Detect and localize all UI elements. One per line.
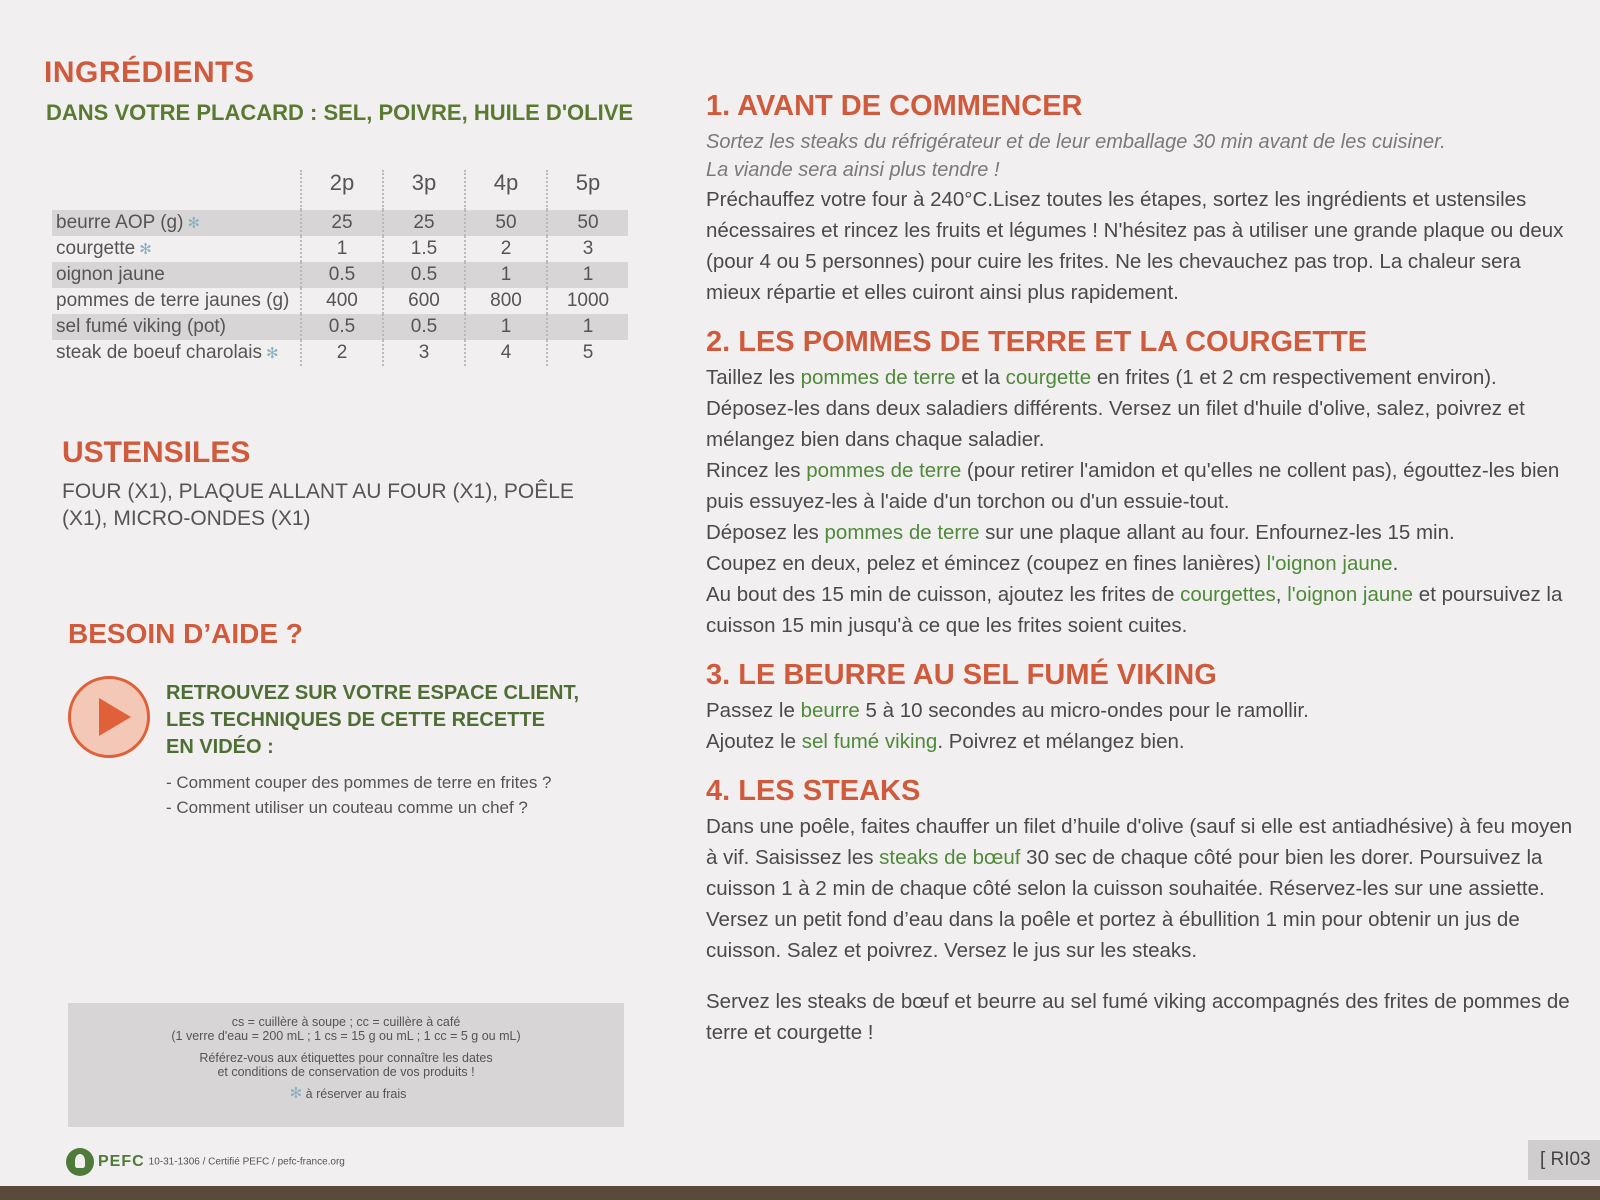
step-2-paragraph: Taillez les pommes de terre et la courgette en frites (1 et 2 cm respectivement environ). Déposez-les dans deux saladiers différents. Versez un filet d'huile d'olive, salez, poivrez et mélangez bien dans chaque saladier. — [706, 366, 1525, 451]
fresh-legend-label: à réserver au frais — [305, 1087, 407, 1101]
pefc-tree-icon — [66, 1148, 94, 1176]
ingredient-label: beurre AOP (g) — [56, 212, 184, 233]
step-2-paragraph: Rincez les pommes de terre (pour retirer l'amidon et qu'elles ne collent pas), égouttez-les bien puis essuyez-les à l'aide d'un torchon ou d'un essuie-tout. — [706, 459, 1560, 513]
table-row — [52, 262, 628, 288]
quantity-cell: 1 — [465, 314, 547, 340]
play-video-icon[interactable] — [68, 676, 150, 758]
quantity-cell: 3 — [383, 340, 465, 366]
column-header: 3p — [383, 170, 465, 210]
ingredient-name: sel fumé viking (pot) — [52, 314, 301, 340]
pefc-footer — [66, 1148, 345, 1176]
quantity-cell: 1.5 — [383, 236, 465, 262]
quantity-cell: 1000 — [547, 288, 628, 314]
help-line: LES TECHNIQUES DE CETTE RECETTE — [166, 709, 545, 731]
step-3-paragraph: Ajoutez le sel fumé viking. Poivrez et mélangez bien. — [706, 730, 1185, 753]
ingredient-name: oignon jaune — [52, 262, 301, 288]
help-video-list — [166, 770, 552, 820]
snowflake-icon: ✻ — [139, 241, 152, 258]
quantity-cell: 800 — [465, 288, 547, 314]
ustensiles-list: FOUR (X1), PLAQUE ALLANT AU FOUR (X1), POÊLE (X1), MICRO-ONDES (X1) — [62, 480, 574, 530]
quantity-cell: 2 — [301, 340, 383, 366]
step-4-title: 4. LES STEAKS — [706, 775, 921, 807]
ingredients-heading: INGRÉDIENTS — [44, 56, 255, 89]
step-4-paragraph: Dans une poêle, faites chauffer un filet d’huile d'olive (sauf si elle est antiadhésive) à feu moyen à vif. Saisissez les steaks de bœuf 30 sec de chaque côté pour bien les dorer. Poursuivez la cuisson 1 à 2 min de chaque côté selon la cuisson souhaitée. Réservez-les sur une assiette. Versez un petit fond d’eau dans la poêle et portez à ébullition 1 min pour obtenir un jus de cuisson. Salez et poivrez. Versez le jus sur les steaks. — [706, 815, 1573, 962]
ingredients-table — [52, 170, 628, 366]
table-row — [52, 288, 628, 314]
step-2-paragraph: Au bout des 15 min de cuisson, ajoutez les frites de courgettes, l'oignon jaune et poursuivez la cuisson 15 min jusqu'à ce que les frites soient cuites. — [706, 583, 1563, 637]
step-3 — [706, 655, 1576, 757]
ustensiles-heading: USTENSILES — [62, 436, 251, 469]
step-2-title: 2. LES POMMES DE TERRE ET LA COURGETTE — [706, 326, 1368, 358]
note-line: Référez-vous aux étiquettes pour connaître les dates — [199, 1051, 493, 1065]
quantity-cell: 0.5 — [383, 262, 465, 288]
conversion-note — [68, 1003, 624, 1127]
quantity-cell: 600 — [383, 288, 465, 314]
ingredient-name — [52, 210, 301, 236]
step-2 — [706, 322, 1576, 641]
column-header: 4p — [465, 170, 547, 210]
table-row — [52, 210, 628, 236]
step-3-title: 3. LE BEURRE AU SEL FUMÉ VIKING — [706, 659, 1217, 691]
table-row — [52, 314, 628, 340]
quantity-cell: 1 — [465, 262, 547, 288]
note-line: cs = cuillère à soupe ; cc = cuillère à café — [231, 1015, 461, 1029]
quantity-cell: 2 — [465, 236, 547, 262]
step-1-title: 1. AVANT DE COMMENCER — [706, 90, 1083, 122]
help-heading: BESOIN D’AIDE ? — [68, 618, 303, 649]
ingredient-name: pommes de terre jaunes (g) — [56, 290, 290, 311]
quantity-cell: 0.5 — [301, 314, 383, 340]
quantity-cell: 25 — [383, 210, 465, 236]
table-header-blank — [52, 170, 301, 210]
pefc-logo-text: PEFC — [98, 1153, 145, 1170]
snowflake-icon: ✻ — [187, 215, 201, 232]
serving-instruction: Servez les steaks de bœuf et beurre au sel fumé viking accompagnés des frites de pommes de terre et courgette ! — [706, 990, 1570, 1044]
column-header: 5p — [547, 170, 628, 210]
table-row — [52, 236, 628, 262]
quantity-cell: 1 — [301, 236, 383, 262]
help-line: RETROUVEZ SUR VOTRE ESPACE CLIENT, — [166, 682, 580, 704]
step-3-paragraph: Passez le beurre 5 à 10 secondes au micro-ondes pour le ramollir. — [706, 699, 1309, 722]
ingredient-name — [52, 236, 301, 262]
step-1-intro: Sortez les steaks du réfrigérateur et de leur emballage 30 min avant de les cuisiner. La viande sera ainsi plus tendre ! — [706, 131, 1446, 181]
quantity-cell: 400 — [301, 288, 383, 314]
table-header-row — [52, 170, 628, 210]
quantity-cell: 1 — [547, 314, 628, 340]
snowflake-icon: ✻ — [265, 345, 279, 362]
help-text — [166, 680, 626, 761]
quantity-cell: 50 — [465, 210, 547, 236]
step-4 — [706, 771, 1576, 1048]
quantity-cell: 0.5 — [301, 262, 383, 288]
note-line: (1 verre d'eau = 200 mL ; 1 cs = 15 g ou mL ; 1 cc = 5 g ou mL) — [171, 1029, 521, 1043]
table-row — [52, 340, 628, 366]
quantity-cell: 25 — [301, 210, 383, 236]
ingredient-label: courgette — [56, 238, 136, 259]
step-2-paragraph: Déposez les pommes de terre sur une plaque allant au four. Enfournez-les 15 min. — [706, 521, 1455, 544]
steps-column — [706, 86, 1576, 1048]
column-header: 2p — [301, 170, 383, 210]
quantity-cell: 3 — [547, 236, 628, 262]
recipe-reference: [ RI03 — [1528, 1140, 1600, 1180]
help-video-item[interactable]: - Comment couper des pommes de terre en frites ? — [166, 773, 552, 792]
step-2-paragraph: Coupez en deux, pelez et émincez (coupez en fines lanières) l'oignon jaune. — [706, 552, 1399, 575]
pantry-line: DANS VOTRE PLACARD : SEL, POIVRE, HUILE D'OLIVE — [46, 100, 634, 125]
step-1-body: Préchauffez votre four à 240°C.Lisez toutes les étapes, sortez les ingrédients et ustensiles nécessaires et rincez les fruits et légumes ! N'hésitez pas à utiliser une grande plaque ou deux (pour 4 ou 5 personnes) pour cuire les frites. Ne les chevauchez pas trop. La chaleur sera mieux répartie et elles cuiront ainsi plus rapidement. — [706, 188, 1564, 304]
quantity-cell: 0.5 — [383, 314, 465, 340]
ingredient-name — [52, 340, 301, 366]
snowflake-icon: ✻ — [289, 1085, 303, 1102]
quantity-cell: 1 — [547, 262, 628, 288]
ingredient-label: steak de boeuf charolais — [56, 342, 262, 363]
quantity-cell: 5 — [547, 340, 628, 366]
help-video-item[interactable]: - Comment utiliser un couteau comme un chef ? — [166, 798, 528, 817]
play-triangle — [99, 698, 131, 736]
fresh-legend — [68, 1087, 624, 1101]
quantity-cell: 4 — [465, 340, 547, 366]
quantity-cell: 50 — [547, 210, 628, 236]
note-line: et conditions de conservation de vos produits ! — [217, 1065, 475, 1079]
pefc-certification: 10-31-1306 / Certifié PEFC / pefc-france.org — [148, 1156, 345, 1168]
help-line: EN VIDÉO : — [166, 736, 274, 758]
